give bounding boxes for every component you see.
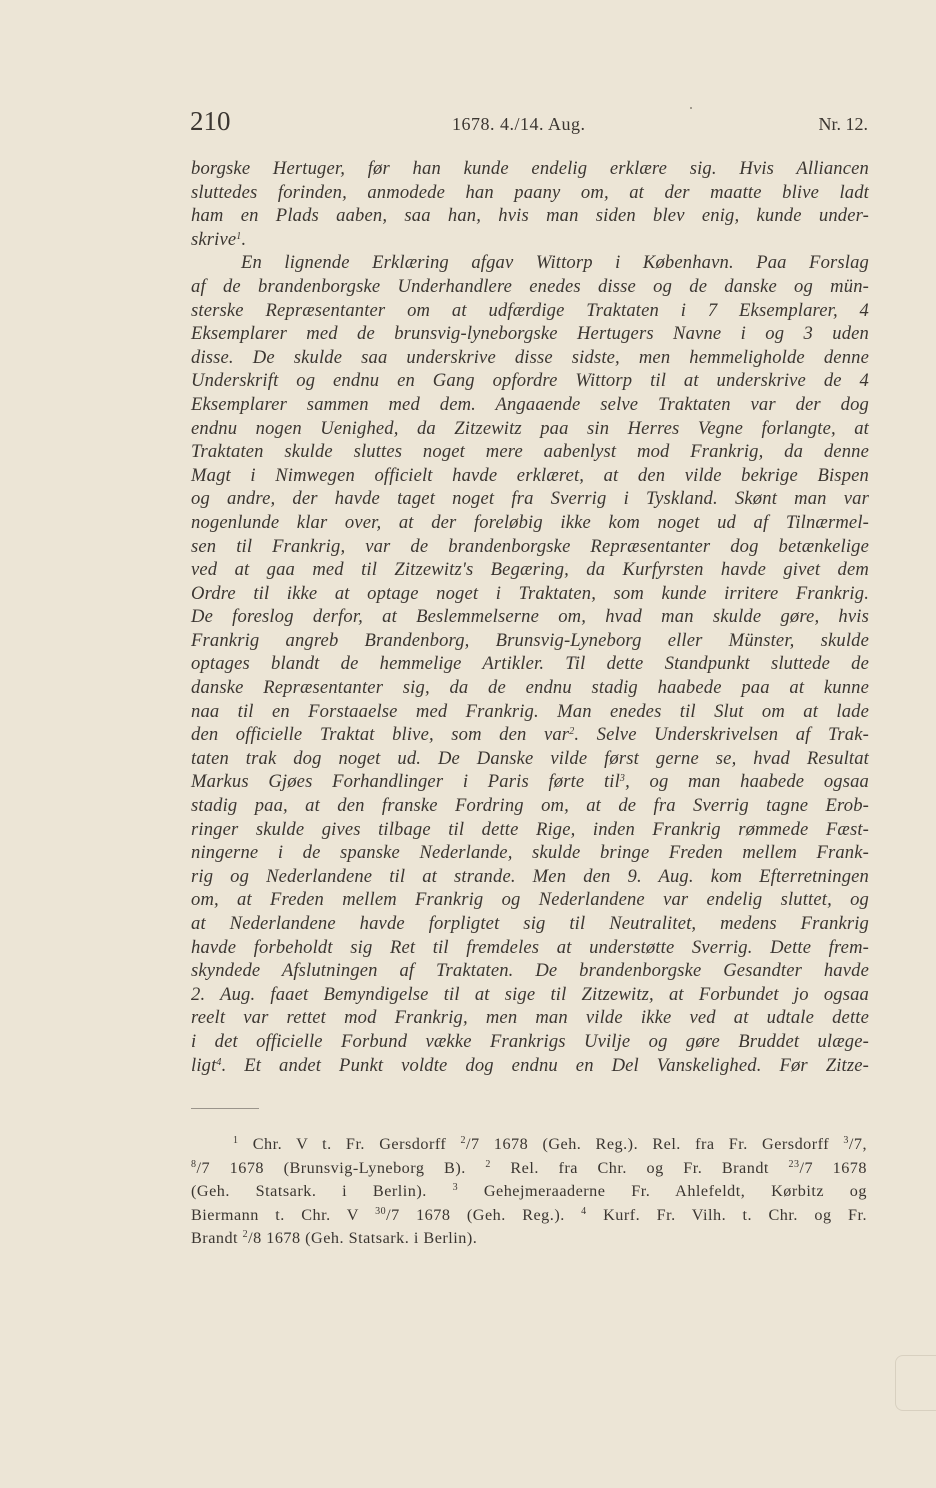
text-run: borgske Hertuger, før han kunde endelig erklære sig. Hvis Alliancen xyxy=(191,158,869,179)
text-run: Markus Gjøes Forhandlinger i Paris førte til xyxy=(191,771,620,793)
text-run: /7 1678 (Geh. Reg.). xyxy=(386,1205,582,1224)
footnote-line xyxy=(191,1204,867,1228)
text-run: naa til en Forstaaelse med Frankrig. Man enedes til Slut om at lade xyxy=(191,700,869,722)
footnote-line xyxy=(191,1227,867,1251)
footnote-divider xyxy=(191,1108,259,1109)
text-run: Rel. fra Chr. og Fr. Brandt xyxy=(490,1158,789,1177)
footnote-marker: 4 xyxy=(581,1205,587,1217)
text-line xyxy=(191,605,869,629)
footnote-marker: 4 xyxy=(216,1056,222,1068)
footnote-line xyxy=(191,1157,867,1181)
text-line xyxy=(191,487,869,511)
text-line xyxy=(191,511,869,535)
text-line xyxy=(191,865,869,889)
text-run: sluttedes forinden, anmodede han paany om, at der maatte blive ladt xyxy=(191,181,869,203)
main-text xyxy=(191,157,869,1077)
page-header xyxy=(190,106,870,140)
text-line xyxy=(191,251,869,275)
text-run: Underskrift og endnu en Gang opfordre Wittorp til at underskrive de 4 xyxy=(191,370,869,392)
text-run: rig og Nederlandene til at strande. Men den 9. Aug. kom Efterretningen xyxy=(191,865,869,887)
text-run: /7 1678 xyxy=(799,1158,867,1177)
text-line xyxy=(191,299,869,323)
footnote-marker: 2 xyxy=(242,1229,249,1241)
text-line xyxy=(191,322,869,346)
text-run: Ordre til ikke at optage noget i Traktaten, som kunde irritere Frankrig. xyxy=(191,582,869,604)
text-line xyxy=(191,582,869,606)
footnote-marker: 3 xyxy=(843,1135,849,1146)
text-run: /7 1678 (Brunsvig-Lyneborg B). xyxy=(196,1158,486,1177)
text-run: den officielle Traktat blive, som den var xyxy=(191,724,570,746)
footnote-marker: 2 xyxy=(460,1135,467,1146)
text-line xyxy=(191,841,869,865)
text-run: danske Repræsentanter sig, da de endnu stadig haabede paa at kunne xyxy=(191,677,869,699)
footnote-marker: 3 xyxy=(452,1182,459,1194)
text-run: En lignende Erklæring afgav Wittorp i København. Paa Forslag xyxy=(241,252,869,274)
text-line xyxy=(191,440,869,464)
text-run: /7 1678 (Geh. Reg.). Rel. fra Fr. Gersdorff xyxy=(466,1135,844,1153)
document-number: Nr. 12. xyxy=(818,114,868,134)
text-run: at Nederlandene havde forpligtet sig til Neutralitet, medens Frankrig xyxy=(191,913,869,934)
text-line xyxy=(191,275,869,299)
text-line xyxy=(191,888,869,912)
text-line xyxy=(191,652,869,676)
text-run: (Geh. Statsark. i Berlin). xyxy=(191,1182,453,1201)
text-run: Biermann t. Chr. V xyxy=(191,1205,376,1224)
text-run: taten trak dog noget ud. De Danske vilde først gerne se, hvad Resultat xyxy=(191,747,869,769)
text-run: skyndede Afslutningen af Traktaten. De brandenborgske Gesandter havde xyxy=(191,960,869,982)
text-run: ringer skulde gives tilbage til dette Rige, inden Frankrig rømmede Fæst- xyxy=(191,818,869,840)
text-line xyxy=(191,747,869,771)
text-run: optages blandt de hemmelige Artikler. Til dette Standpunkt sluttede de xyxy=(191,653,869,675)
text-run: af de brandenborgske Underhandlere enedes disse og de danske og mün- xyxy=(191,275,869,297)
text-run: og andre, der havde taget noget fra Sverrig i Tyskland. Skønt man var xyxy=(191,488,869,510)
text-line xyxy=(191,676,869,700)
text-line xyxy=(191,204,869,228)
text-run: . Selve Underskrivelsen af Trak- xyxy=(574,724,869,746)
footnote-marker: 23 xyxy=(788,1158,800,1170)
text-line xyxy=(191,959,869,983)
text-line xyxy=(191,794,869,818)
text-run: /8 1678 (Geh. Statsark. i Berlin). xyxy=(248,1229,478,1248)
text-run: skrive xyxy=(191,228,237,250)
footnote-marker: 8 xyxy=(191,1158,197,1170)
footnotes xyxy=(191,1133,867,1251)
footnote-marker: 1 xyxy=(233,1135,239,1146)
text-run: reelt var rettet mod Frankrig, men man vilde ikke ved at udtale dette xyxy=(191,1007,869,1029)
text-line xyxy=(191,393,869,417)
footnote-marker: 2 xyxy=(485,1158,491,1170)
text-run: disse. De skulde saa underskrive disse sidste, men hemmeligholde denne xyxy=(191,346,869,368)
text-line xyxy=(191,723,869,747)
text-run: 2. Aug. faaet Bemyndigelse til at sige til Zitzewitz, at Forbundet jo ogsaa xyxy=(191,983,869,1005)
text-run: sterske Repræsentanter om at udfærdige Traktaten i 7 Eksemplarer, 4 xyxy=(191,299,869,321)
text-line xyxy=(191,181,869,205)
text-line xyxy=(191,464,869,488)
text-line xyxy=(191,346,869,370)
text-run: Kurf. Fr. Vilh. t. Chr. og Fr. xyxy=(586,1205,867,1224)
text-run: ham en Plads aaben, saa han, hvis man siden blev enig, kunde under- xyxy=(191,205,869,227)
text-run: Eksemplarer sammen med dem. Angaaende selve Traktaten var der dog xyxy=(191,393,869,415)
text-line xyxy=(191,157,869,181)
text-run: nogenlunde klar over, at der foreløbig ikke kom noget ud af Tilnærmel- xyxy=(191,511,869,533)
footnote-line xyxy=(191,1180,867,1204)
text-line xyxy=(191,228,869,252)
footnote-line xyxy=(191,1133,867,1157)
page-edge-mark xyxy=(895,1355,936,1411)
text-run: . Et andet Punkt voldte dog endnu en Del Vanskelighed. Før Zitze- xyxy=(221,1054,869,1076)
footnote-marker: 1 xyxy=(236,230,242,242)
text-line xyxy=(191,535,869,559)
text-line xyxy=(191,369,869,393)
text-line xyxy=(191,558,869,582)
text-run: Frankrig angreb Brandenborg, Brunsvig-Lyneborg eller Münster, skulde xyxy=(191,629,869,651)
text-line xyxy=(191,1006,869,1030)
text-line xyxy=(191,983,869,1007)
text-run: De foreslog derfor, at Beslemmelserne om, hvad man skulde gøre, hvis xyxy=(191,606,869,628)
text-run: i det officielle Forbund vække Frankrigs Uvilje og gøre Bruddet ulæge- xyxy=(191,1030,869,1052)
text-line xyxy=(191,700,869,724)
text-line xyxy=(191,770,869,794)
text-line xyxy=(191,912,869,936)
text-run: Brandt xyxy=(191,1229,243,1248)
text-run: Eksemplarer med de brunsvig-lyneborgske Hertugers Navne i og 3 uden xyxy=(191,323,869,345)
footnote-marker: 30 xyxy=(375,1205,387,1217)
text-line xyxy=(191,1054,869,1078)
text-run: sen til Frankrig, var de brandenborgske Repræsentanter dog betænkelige xyxy=(191,535,869,557)
text-line xyxy=(191,1030,869,1054)
text-run: . xyxy=(241,228,247,250)
text-run: ningerne i de spanske Nederlande, skulde bringe Freden mellem Frank- xyxy=(191,842,869,864)
text-line xyxy=(191,629,869,653)
text-run: om, at Freden mellem Frankrig og Nederlandene var endelig sluttet, og xyxy=(191,889,869,911)
text-line xyxy=(191,818,869,842)
text-run: endnu nogen Uenighed, da Zitzewitz paa sin Herres Vegne forlangte, at xyxy=(191,417,869,439)
print-speck xyxy=(690,107,692,109)
footnote-marker: 3 xyxy=(619,773,626,785)
text-run: ved at gaa med til Zitzewitz's Begæring, da Kurfyrsten havde givet dem xyxy=(191,559,869,581)
text-run: , og man haabede ogsaa xyxy=(625,771,869,793)
text-run: /7, xyxy=(848,1135,867,1153)
text-run: Chr. V t. Fr. Gersdorff xyxy=(238,1135,461,1153)
page-number: 210 xyxy=(190,106,231,136)
text-run: Magt i Nimwegen officielt havde erklæret, at den vilde bekrige Bispen xyxy=(191,464,869,486)
text-line xyxy=(191,936,869,960)
text-run: Gehejmeraaderne Fr. Ahlefeldt, Kørbitz og xyxy=(458,1182,867,1201)
text-line xyxy=(191,417,869,441)
text-run: stadig paa, at den franske Fordring om, at de fra Sverrig tagne Erob- xyxy=(191,795,869,817)
text-run: havde forbeholdt sig Ret til fremdeles at understøtte Sverrig. Dette frem- xyxy=(191,936,869,958)
text-run: ligt xyxy=(191,1054,217,1076)
text-run: Traktaten skulde sluttes noget mere aabenlyst mod Frankrig, da denne xyxy=(191,441,869,463)
running-head: 1678. 4./14. Aug. xyxy=(452,114,586,134)
footnote-marker: 2 xyxy=(569,726,575,738)
